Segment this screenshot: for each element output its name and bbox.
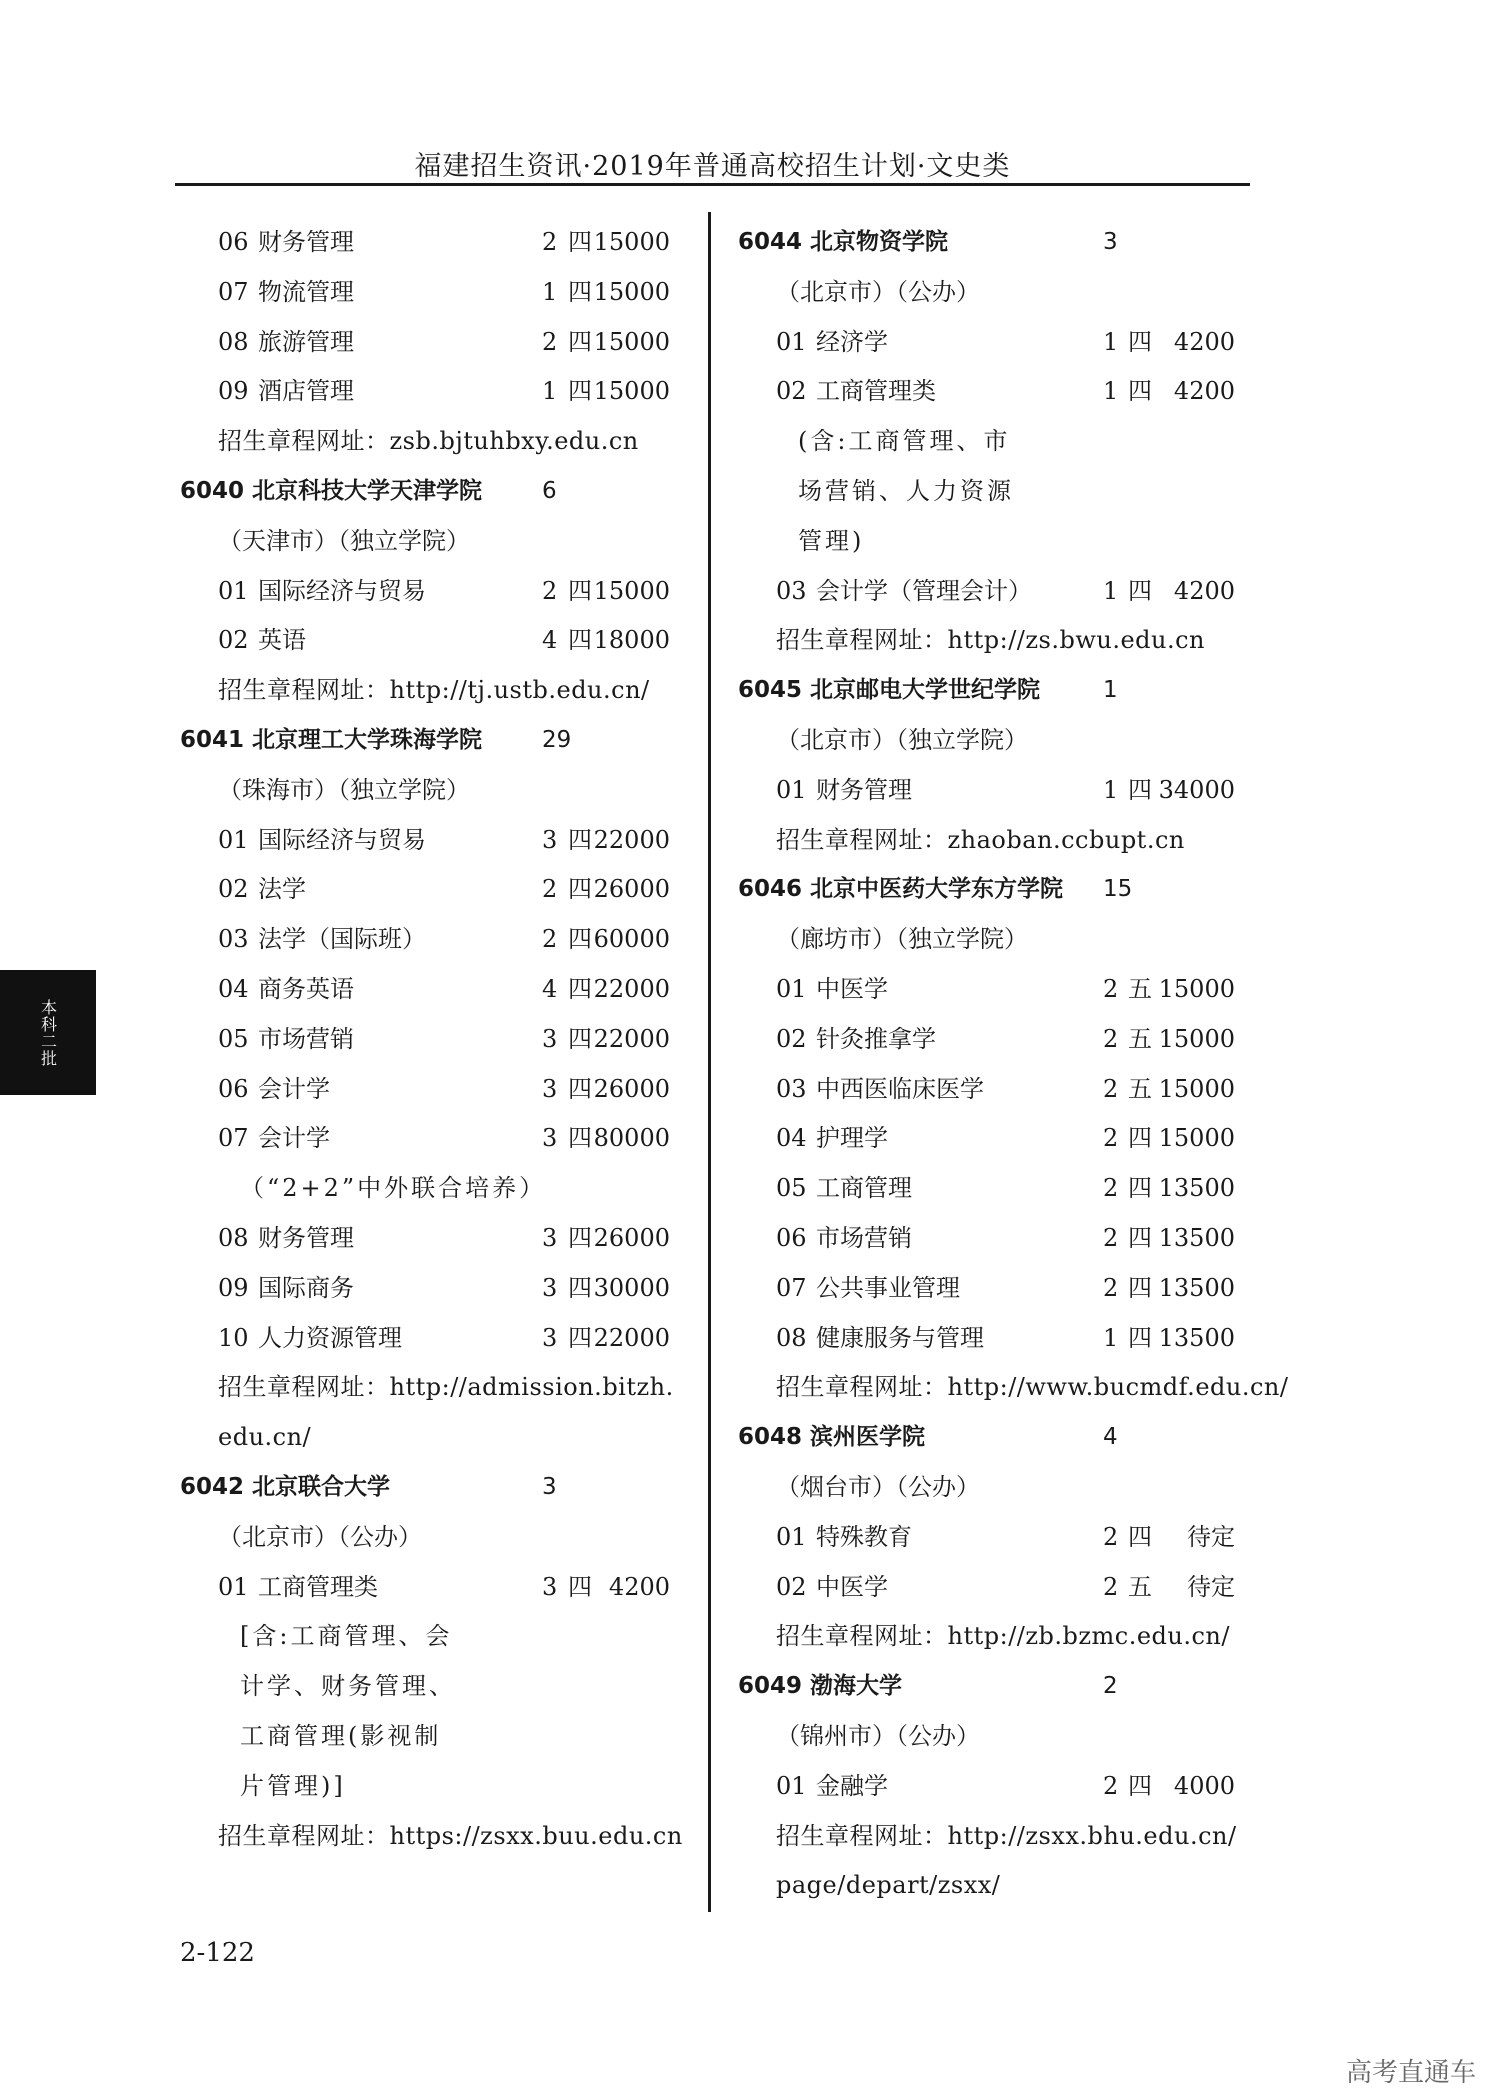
- major-duration: 五: [1128, 1074, 1152, 1103]
- major-name: 英语: [258, 626, 306, 655]
- major-tuition: 22000: [593, 825, 670, 854]
- institution-code: 6048: [738, 1424, 803, 1451]
- institution-name: 北京物资学院: [810, 229, 949, 255]
- major-duration: 四: [1128, 1323, 1152, 1352]
- major-tuition: 4200: [1173, 327, 1235, 356]
- institution-location: （廊坊市）（独立学院）: [776, 925, 1028, 954]
- right-column: [738, 218, 1289, 1911]
- major-code: 01: [218, 825, 249, 854]
- major-tuition: 26000: [593, 875, 670, 904]
- major-code: 06: [776, 1223, 807, 1252]
- major-row: [180, 816, 680, 866]
- running-header: 福建招生资讯·2019年普通高校招生计划·文史类: [414, 151, 1011, 182]
- institution-location: （烟台市）（公办）: [776, 1472, 980, 1501]
- major-row: [180, 318, 680, 368]
- major-duration: 四: [568, 1273, 592, 1302]
- major-name: 法学: [258, 875, 306, 904]
- institution-plan-count: 29: [542, 726, 572, 753]
- major-name: 物流管理: [258, 277, 354, 306]
- watermark: 高考直通车: [1345, 2058, 1476, 2088]
- column-divider: [708, 212, 711, 1912]
- major-code: 03: [776, 576, 807, 605]
- major-plan-count: 3: [542, 1323, 558, 1352]
- major-code: 01: [776, 775, 807, 804]
- major-row: [180, 1264, 680, 1314]
- major-row: [738, 1015, 1258, 1065]
- admission-url: page/depart/zsxx/: [776, 1871, 1001, 1900]
- major-row: [738, 1563, 1258, 1613]
- institution-location: （天津市）（独立学院）: [218, 526, 470, 555]
- major-duration: 四: [1128, 576, 1152, 605]
- institution-plan-count: 6: [542, 477, 557, 504]
- institution-location: （北京市）（公办）: [776, 277, 980, 306]
- major-plan-count: 2: [1103, 1124, 1119, 1153]
- major-duration: 四: [568, 1323, 592, 1352]
- major-code: 08: [218, 1223, 249, 1252]
- institution-heading: [180, 467, 680, 517]
- major-duration: 四: [568, 377, 592, 406]
- major-tuition: 60000: [593, 925, 670, 954]
- institution-plan-count: 2: [1103, 1673, 1118, 1700]
- major-tuition: 4200: [1173, 377, 1235, 406]
- major-name: 旅游管理: [258, 327, 354, 356]
- major-duration: 四: [1128, 1771, 1152, 1800]
- major-row: [180, 965, 680, 1015]
- page-number: 2-122: [180, 1938, 255, 1968]
- major-row: [180, 218, 680, 268]
- institution-plan-count: 15: [1103, 876, 1133, 903]
- major-code: 08: [776, 1323, 807, 1352]
- admission-url: 招生章程网址：http://www.bucmdf.edu.cn/: [776, 1373, 1289, 1402]
- major-plan-count: 2: [1103, 1572, 1119, 1601]
- major-code: 09: [218, 377, 249, 406]
- major-duration: 四: [1128, 1223, 1152, 1252]
- major-plan-count: 3: [542, 1074, 558, 1103]
- major-code: 01: [776, 1522, 807, 1551]
- institution-code: 6041: [180, 726, 245, 753]
- major-row: [180, 1065, 680, 1115]
- institution-heading: [738, 1662, 1258, 1712]
- major-plan-count: 3: [542, 1223, 558, 1252]
- major-row: [738, 367, 1258, 417]
- major-name: 经济学: [816, 327, 888, 356]
- major-name: 中医学: [816, 974, 888, 1003]
- major-row: [738, 318, 1258, 368]
- institution-location: （锦州市）（公办）: [776, 1721, 980, 1750]
- left-column: [180, 218, 683, 1861]
- major-note: 工商管理(影视制: [240, 1721, 442, 1750]
- major-name: 国际经济与贸易: [258, 576, 426, 605]
- major-row: [738, 1065, 1258, 1115]
- major-plan-count: 2: [542, 228, 558, 256]
- institution-plan-count: 4: [1103, 1424, 1118, 1451]
- major-duration: 四: [568, 1223, 592, 1252]
- major-name: 工商管理: [816, 1174, 912, 1203]
- major-duration: 四: [1128, 775, 1152, 804]
- admission-url: 招生章程网址：https://zsxx.buu.edu.cn: [218, 1821, 683, 1850]
- major-note: 计学、财务管理、: [240, 1672, 456, 1701]
- major-plan-count: 1: [1103, 327, 1119, 356]
- major-plan-count: 3: [542, 1124, 558, 1153]
- header-rule: [175, 183, 1250, 186]
- major-code: 01: [776, 974, 807, 1003]
- major-name: 护理学: [816, 1124, 888, 1153]
- major-tuition: 22000: [593, 974, 670, 1003]
- major-plan-count: 2: [1103, 1024, 1119, 1053]
- admission-url: 招生章程网址：zsb.bjtuhbxy.edu.cn: [218, 427, 639, 456]
- major-name: 特殊教育: [816, 1522, 912, 1551]
- institution-code: 6049: [738, 1673, 803, 1700]
- major-note: 片管理)]: [240, 1771, 346, 1800]
- major-note: [含:工商管理、会: [240, 1622, 453, 1651]
- major-plan-count: 2: [1103, 974, 1119, 1003]
- major-row: [180, 367, 680, 417]
- major-tuition: 30000: [593, 1273, 670, 1302]
- major-plan-count: 3: [542, 1024, 558, 1053]
- major-row: [180, 1314, 680, 1364]
- major-name: 会计学: [258, 1124, 330, 1153]
- major-row: [738, 1513, 1258, 1563]
- major-tuition: 15000: [593, 377, 670, 406]
- admission-url: 招生章程网址：http://zsxx.bhu.edu.cn/: [776, 1821, 1237, 1850]
- major-duration: 四: [568, 925, 592, 954]
- major-tuition: 4200: [1173, 576, 1235, 605]
- major-name: 市场营销: [816, 1223, 912, 1252]
- institution-name: 北京科技大学天津学院: [252, 477, 483, 504]
- major-row: [738, 567, 1258, 617]
- major-tuition: 15000: [1158, 1124, 1235, 1153]
- major-tuition: 15000: [593, 228, 670, 256]
- institution-heading: [738, 1413, 1258, 1463]
- major-note: 管理): [798, 526, 865, 555]
- major-plan-count: 2: [542, 875, 558, 904]
- major-code: 02: [218, 626, 249, 655]
- major-tuition: 4200: [608, 1572, 670, 1601]
- major-duration: 四: [568, 974, 592, 1003]
- institution-location: （北京市）（公办）: [218, 1522, 422, 1551]
- institution-plan-count: 3: [1103, 229, 1118, 255]
- institution-location: （珠海市）（独立学院）: [218, 775, 470, 804]
- institution-name: 渤海大学: [810, 1673, 903, 1700]
- major-row: [738, 1164, 1258, 1214]
- institution-code: 6046: [738, 876, 803, 903]
- major-tuition: 13500: [1158, 1323, 1235, 1352]
- major-code: 05: [218, 1024, 249, 1053]
- major-row: [180, 1563, 680, 1613]
- major-duration: 四: [568, 825, 592, 854]
- major-plan-count: 2: [542, 925, 558, 954]
- major-code: 07: [218, 277, 249, 306]
- major-name: 酒店管理: [258, 377, 354, 406]
- major-name: 中西医临床医学: [816, 1074, 984, 1103]
- major-duration: 四: [568, 228, 592, 256]
- major-duration: 四: [1128, 1522, 1152, 1551]
- major-name: 国际商务: [258, 1273, 354, 1302]
- major-name: 法学（国际班）: [258, 925, 426, 954]
- major-plan-count: 1: [542, 277, 558, 306]
- major-name: 健康服务与管理: [816, 1323, 984, 1352]
- major-plan-count: 4: [542, 626, 558, 655]
- major-code: 07: [776, 1273, 807, 1302]
- admission-url: 招生章程网址：http://tj.ustb.edu.cn/: [218, 676, 650, 705]
- major-tuition: 15000: [593, 277, 670, 306]
- major-code: 06: [218, 1074, 249, 1103]
- major-code: 02: [776, 1024, 807, 1053]
- institution-code: 6042: [180, 1473, 245, 1500]
- major-plan-count: 1: [1103, 1323, 1119, 1352]
- major-duration: 五: [1128, 974, 1152, 1003]
- major-tuition: 13500: [1158, 1174, 1235, 1203]
- institution-code: 6045: [738, 677, 803, 704]
- major-row: [738, 965, 1258, 1015]
- institution-heading: [180, 1463, 680, 1513]
- major-row: [180, 1015, 680, 1065]
- major-plan-count: 2: [542, 327, 558, 356]
- major-row: [738, 1214, 1258, 1264]
- major-name: 财务管理: [816, 775, 912, 804]
- major-code: 05: [776, 1174, 807, 1203]
- major-name: 国际经济与贸易: [258, 825, 426, 854]
- institution-code: 6040: [180, 477, 245, 504]
- major-code: 01: [218, 576, 249, 605]
- major-code: 06: [218, 228, 249, 256]
- major-duration: 四: [1128, 1124, 1152, 1153]
- institution-name: 北京联合大学: [252, 1473, 391, 1500]
- institution-heading: [738, 865, 1258, 915]
- major-duration: 四: [568, 327, 592, 356]
- institution-heading: [738, 666, 1258, 716]
- major-name: 会计学: [258, 1074, 330, 1103]
- major-plan-count: 2: [1103, 1174, 1119, 1203]
- major-tuition: 26000: [593, 1223, 670, 1252]
- major-code: 01: [218, 1572, 249, 1601]
- major-tuition: 15000: [1158, 974, 1235, 1003]
- major-duration: 四: [568, 1124, 592, 1153]
- major-name: 财务管理: [258, 1223, 354, 1252]
- major-duration: 五: [1128, 1572, 1152, 1601]
- major-code: 02: [218, 875, 249, 904]
- major-plan-count: 1: [1103, 576, 1119, 605]
- major-name: 中医学: [816, 1572, 888, 1601]
- major-duration: 四: [1128, 327, 1152, 356]
- major-code: 08: [218, 327, 249, 356]
- major-plan-count: 4: [542, 974, 558, 1003]
- major-plan-count: 2: [1103, 1074, 1119, 1103]
- major-tuition: 34000: [1158, 775, 1235, 804]
- major-plan-count: 2: [1103, 1273, 1119, 1302]
- major-plan-count: 3: [542, 1273, 558, 1302]
- admission-url: 招生章程网址：http://admission.bitzh.: [218, 1373, 674, 1402]
- major-plan-count: 2: [1103, 1771, 1119, 1800]
- major-tuition: 待定: [1187, 1572, 1235, 1601]
- major-plan-count: 1: [1103, 775, 1119, 804]
- admission-url: 招生章程网址：http://zb.bzmc.edu.cn/: [776, 1622, 1230, 1651]
- major-tuition: 15000: [1158, 1074, 1235, 1103]
- major-code: 03: [218, 925, 249, 954]
- major-row: [180, 268, 680, 318]
- institution-name: 北京邮电大学世纪学院: [810, 677, 1041, 704]
- major-tuition: 26000: [593, 1074, 670, 1103]
- institution-plan-count: 1: [1103, 677, 1118, 704]
- major-name: 财务管理: [258, 228, 354, 256]
- major-tuition: 15000: [593, 327, 670, 356]
- major-tuition: 22000: [593, 1024, 670, 1053]
- admission-url: 招生章程网址：zhaoban.ccbupt.cn: [776, 825, 1185, 854]
- major-code: 01: [776, 1771, 807, 1800]
- major-name: 工商管理类: [816, 377, 936, 406]
- major-plan-count: 2: [542, 576, 558, 605]
- major-tuition: 待定: [1187, 1522, 1235, 1551]
- major-tuition: 4000: [1173, 1771, 1235, 1800]
- major-code: 09: [218, 1273, 249, 1302]
- major-name: 会计学（管理会计）: [816, 576, 1032, 605]
- major-row: [738, 1264, 1258, 1314]
- major-plan-count: 3: [542, 825, 558, 854]
- major-code: 04: [776, 1124, 807, 1153]
- major-duration: 五: [1128, 1024, 1152, 1053]
- major-duration: 四: [568, 1572, 592, 1601]
- major-row: [738, 1114, 1258, 1164]
- major-code: 02: [776, 1572, 807, 1601]
- institution-location: （北京市）（独立学院）: [776, 725, 1028, 754]
- major-row: [738, 766, 1258, 816]
- major-duration: 四: [568, 277, 592, 306]
- major-tuition: 15000: [593, 576, 670, 605]
- institution-name: 北京理工大学珠海学院: [252, 726, 483, 753]
- major-row: [180, 616, 680, 666]
- major-name: 人力资源管理: [258, 1323, 402, 1352]
- major-duration: 四: [1128, 1273, 1152, 1302]
- major-note: （“2+2”中外联合培养）: [240, 1174, 547, 1203]
- institution-name: 滨州医学院: [810, 1424, 926, 1451]
- major-plan-count: 2: [1103, 1522, 1119, 1551]
- major-name: 工商管理类: [258, 1572, 378, 1601]
- major-plan-count: 1: [542, 377, 558, 406]
- major-duration: 四: [1128, 377, 1152, 406]
- major-plan-count: 2: [1103, 1223, 1119, 1252]
- section-tab-label: 本科二批: [38, 998, 58, 1067]
- major-duration: 四: [568, 626, 592, 655]
- major-name: 商务英语: [258, 974, 354, 1003]
- major-row: [180, 1114, 680, 1164]
- major-name: 金融学: [816, 1771, 888, 1800]
- major-code: 03: [776, 1074, 807, 1103]
- major-tuition: 80000: [593, 1124, 670, 1153]
- major-tuition: 13500: [1158, 1273, 1235, 1302]
- major-row: [180, 567, 680, 617]
- major-row: [180, 1214, 680, 1264]
- major-code: 07: [218, 1124, 249, 1153]
- major-note: (含:工商管理、市: [798, 427, 1011, 456]
- institution-code: 6044: [738, 229, 803, 255]
- admission-url: 招生章程网址：http://zs.bwu.edu.cn: [776, 626, 1205, 655]
- major-name: 市场营销: [258, 1024, 354, 1053]
- institution-name: 北京中医药大学东方学院: [810, 876, 1064, 903]
- major-code: 01: [776, 327, 807, 356]
- major-plan-count: 1: [1103, 377, 1119, 406]
- major-row: [738, 1762, 1258, 1812]
- major-note: 场营销、人力资源: [798, 476, 1014, 505]
- major-tuition: 22000: [593, 1323, 670, 1352]
- major-tuition: 18000: [593, 626, 670, 655]
- major-tuition: 13500: [1158, 1223, 1235, 1252]
- institution-plan-count: 3: [542, 1473, 557, 1500]
- major-name: 针灸推拿学: [816, 1024, 936, 1053]
- major-code: 02: [776, 377, 807, 406]
- major-code: 04: [218, 974, 249, 1003]
- major-tuition: 15000: [1158, 1024, 1235, 1053]
- major-duration: 四: [568, 1024, 592, 1053]
- major-duration: 四: [568, 875, 592, 904]
- major-name: 公共事业管理: [816, 1273, 960, 1302]
- major-plan-count: 3: [542, 1572, 558, 1601]
- major-duration: 四: [568, 1074, 592, 1103]
- major-row: [180, 915, 680, 965]
- section-tab: [0, 970, 96, 1095]
- major-duration: 四: [1128, 1174, 1152, 1203]
- admission-url: edu.cn/: [218, 1423, 312, 1452]
- major-row: [180, 865, 680, 915]
- institution-heading: [180, 716, 680, 766]
- major-row: [738, 1314, 1258, 1364]
- institution-heading: [738, 218, 1258, 268]
- major-duration: 四: [568, 576, 592, 605]
- major-code: 10: [218, 1323, 249, 1352]
